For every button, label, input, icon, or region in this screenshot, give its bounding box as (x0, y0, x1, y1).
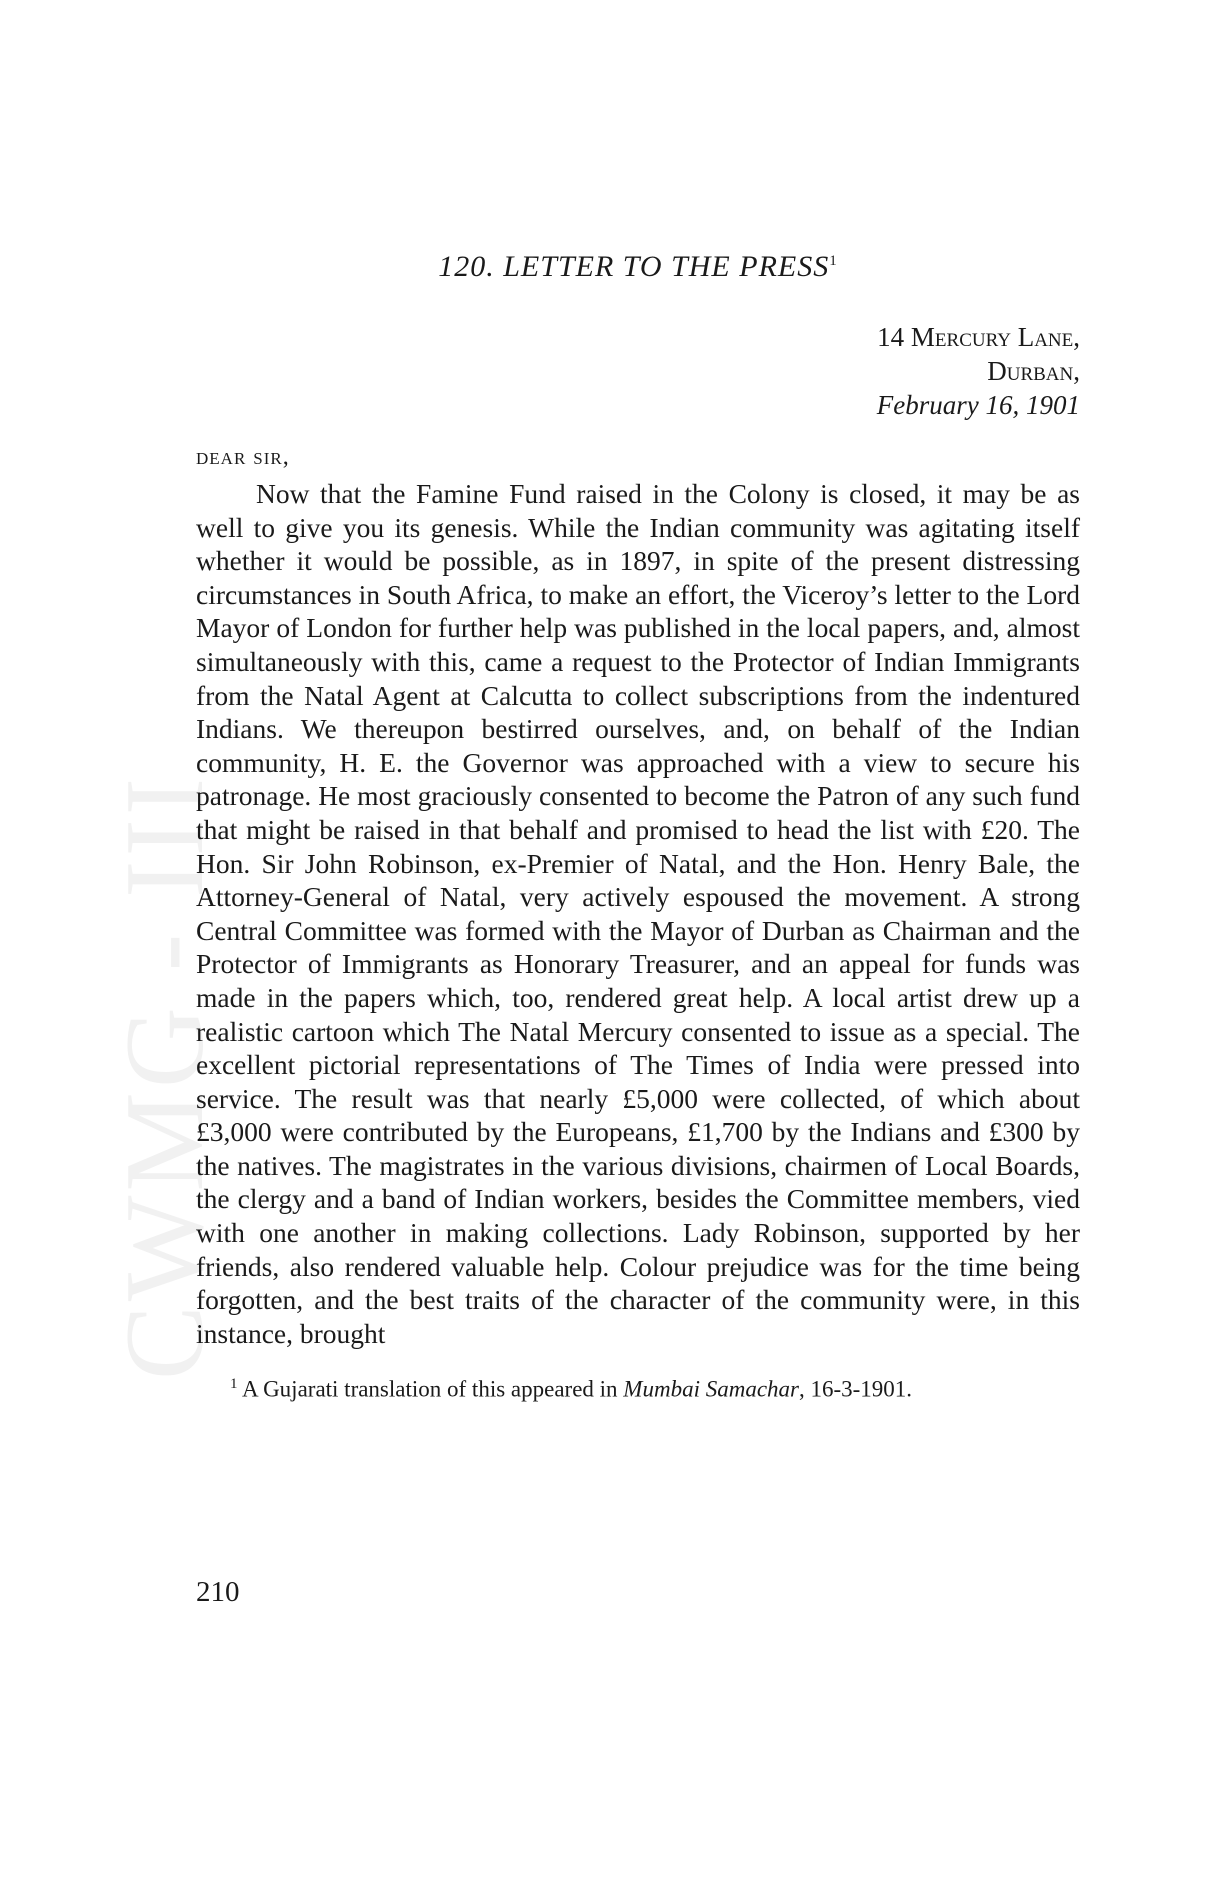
page-number: 210 (196, 1576, 240, 1608)
footnote-marker: 1 (230, 1376, 238, 1393)
footnote-text-before: A Gujarati translation of this appeared in (237, 1377, 624, 1403)
title-number: 120. (438, 250, 495, 283)
salutation: dear sir, (196, 444, 290, 470)
title-footnote-marker: 1 (829, 253, 838, 269)
footnote (196, 1376, 1080, 1403)
address-city: Durban, (987, 356, 1080, 386)
footnote-source: Mumbai Samachar (623, 1377, 799, 1403)
letter-body: Now that the Famine Fund raised in the Colony is closed, it may be as well to give you its genesis. While the Indian community was agitating itself whether it would be possible, as in 1897, in spite of the present distressing circumstances in South Africa, to make an effort, the Viceroy’s letter to the Lord Mayor of London for further help was published in the local papers, and, almost simultaneously with this, came a request to the Protector of Indian Immigrants from the Natal Agent at Calcutta to collect subscriptions from the indentured Indians. We thereupon bestirred ourselves, and, on behalf of the Indian community, H. E. the Governor was approached with a view to secure his patronage. He most graciously consented to become the Patron of any such fund that might be raised in that behalf and promised to head the list with £20. The Hon. Sir John Robinson, ex-Premier of Natal, and the Hon. Henry Bale, the Attorney-General of Natal, very actively espoused the movement. A strong Central Committee was formed with the Mayor of Durban as Chairman and the Protector of Immigrants as Honorary Treasurer, and an appeal for funds was made in the papers which, too, rendered great help. A local artist drew up a realistic cartoon which The Natal Mercury consented to issue as a special. The excellent pictorial representations of The Times of India were pressed into service. The result was that nearly £5,000 were collected, of which about £3,000 were contributed by the Europeans, £1,700 by the Indians and £300 by the natives. The magistrates in the various divisions, chairmen of Local Boards, the clergy and a band of Indian workers, besides the Committee members, vied with one another in making collections. Lady Robinson, supported by her friends, also rendered valuable help. Colour prejudice was for the time being forgotten, and the best traits of the character of the community were, in this instance, brought (196, 478, 1080, 1349)
address-street: 14 Mercury Lane, (877, 322, 1080, 352)
title-text: LETTER TO THE PRESS (503, 250, 830, 283)
footnote-text-after: , 16-3-1901. (798, 1377, 913, 1403)
document-title (196, 250, 1080, 284)
watermark: CWMG - III (103, 773, 227, 1380)
sender-address (196, 320, 1080, 422)
letter-date: February 16, 1901 (876, 390, 1080, 420)
document-page (196, 250, 1080, 1403)
